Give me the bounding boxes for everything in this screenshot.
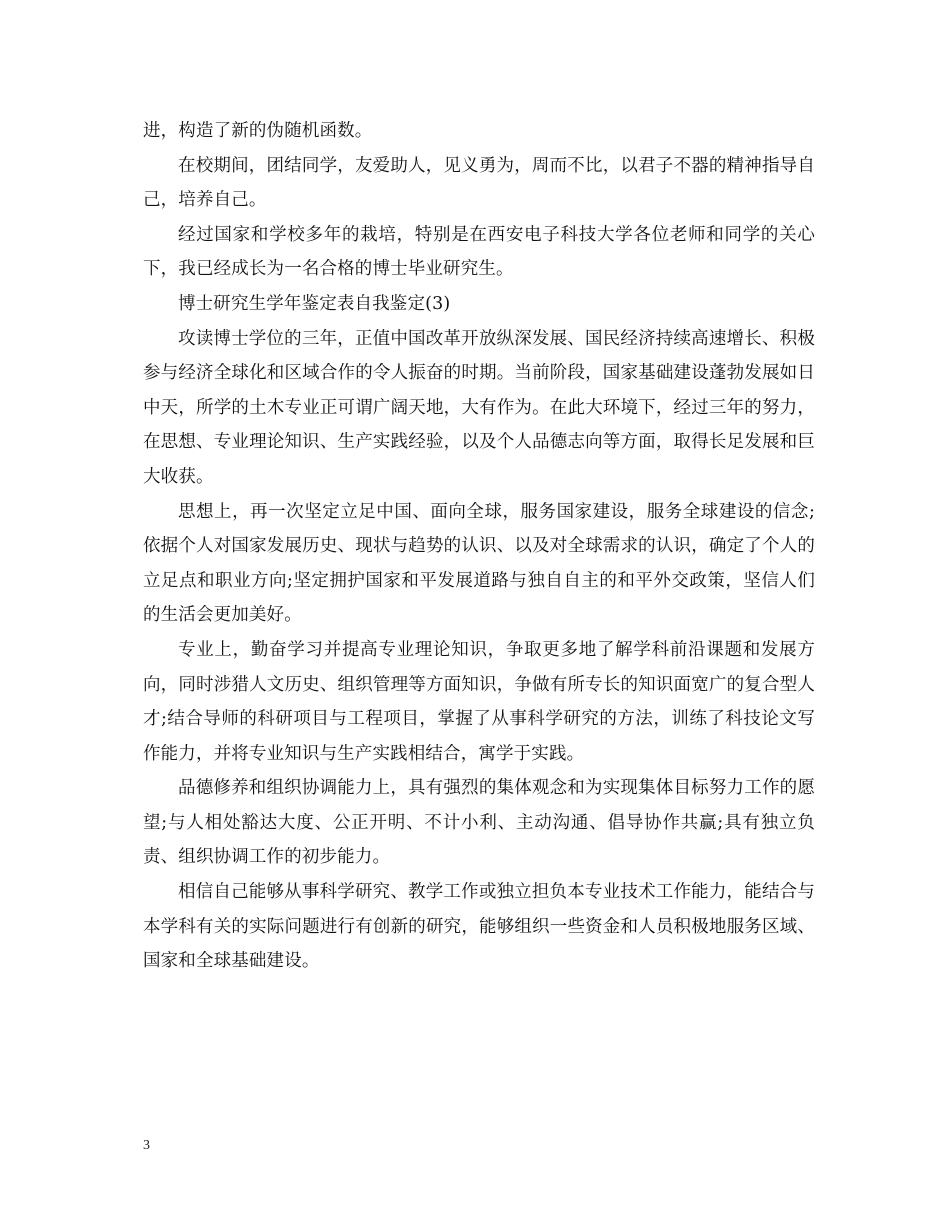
paragraph-continuation: 进，构造了新的伪随机函数。: [143, 121, 373, 141]
paragraph: 在校期间，团结同学，友爱助人，见义勇为，周而不比，以君子不器的精神指导自己，培养自己。: [143, 155, 815, 211]
page-number: 3: [143, 1138, 150, 1153]
paragraph: 攻读博士学位的三年，正值中国改革开放纵深发展、国民经济持续高速增长、积极参与经济全球化和区域合作的令人振奋的时期。当前阶段，国家基础建设蓬勃发展如日中天，所学的土木专业正可谓广阔天地，大有作为。在此大环境下，经过三年的努力，在思想、专业理论知识、生产实践经验，以及个人品德志向等方面，取得长足发展和巨大收获。: [143, 328, 815, 487]
paragraph: 品德修养和组织协调能力上，具有强烈的集体观念和为实现集体目标努力工作的愿望;与人相处豁达大度、公正开明、不计小利、主动沟通、倡导协作共赢;具有独立负责、组织协调工作的初步能力。: [143, 778, 815, 868]
paragraph: 专业上，勤奋学习并提高专业理论知识，争取更多地了解学科前沿课题和发展方向，同时涉猎人文历史、组织管理等方面知识，争做有所专长的知识面宽广的复合型人才;结合导师的科研项目与工程项目，掌握了从事科学研究的方法，训练了科技论文写作能力，并将专业知识与生产实践相结合，寓学于实践。: [143, 639, 815, 764]
section-heading: 博士研究生学年鉴定表自我鉴定(3): [178, 293, 451, 314]
paragraph: 相信自己能够从事科学研究、教学工作或独立担负本专业技术工作能力，能结合与本学科有关的实际问题进行有创新的研究，能够组织一些资金和人员积极地服务区域、国家和全球基础建设。: [143, 882, 815, 972]
paragraph: 思想上，再一次坚定立足中国、面向全球，服务国家建设，服务全球建设的信念;依据个人对国家发展历史、现状与趋势的认识、以及对全球需求的认识，确定了个人的立足点和职业方向;坚定拥护国家和平发展道路与独自自主的和平外交政策，坚信人们的生活会更加美好。: [143, 501, 815, 626]
paragraph: 经过国家和学校多年的栽培，特别是在西安电子科技大学各位老师和同学的关心下，我已经成长为一名合格的博士毕业研究生。: [143, 224, 815, 280]
document-body: [143, 114, 815, 979]
